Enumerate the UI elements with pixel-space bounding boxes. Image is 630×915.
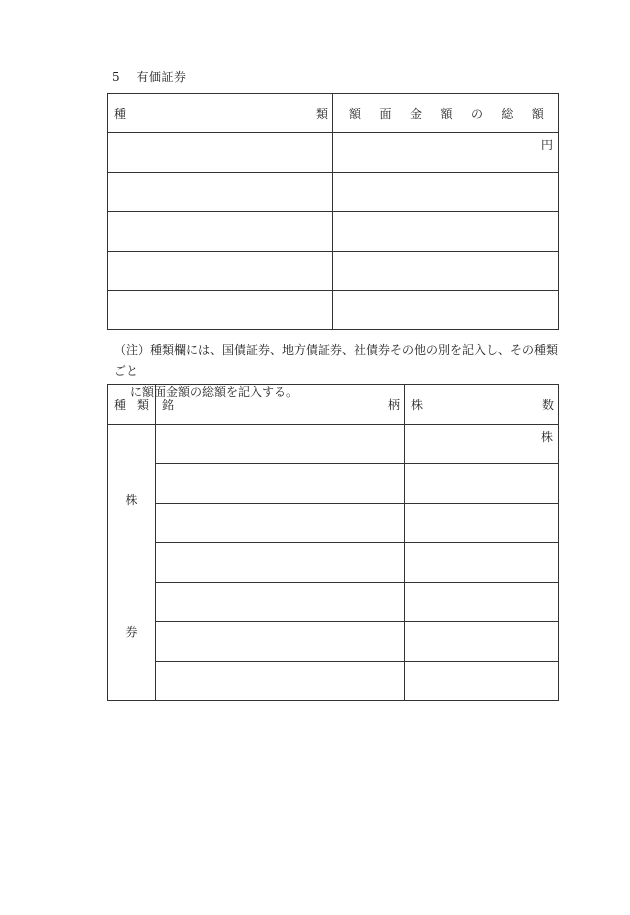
yen-unit: 円 bbox=[540, 138, 553, 153]
table-header-row bbox=[108, 94, 559, 133]
table-row bbox=[108, 582, 559, 622]
issue-name-cell[interactable] bbox=[156, 464, 405, 504]
table-row bbox=[108, 290, 559, 329]
table-row bbox=[108, 212, 559, 251]
share-count-cell[interactable] bbox=[405, 424, 559, 464]
stock-table bbox=[107, 384, 559, 701]
share-count-cell[interactable] bbox=[405, 582, 559, 622]
note-line-2: に額面金額の総額を記入する。 bbox=[130, 385, 299, 399]
table-header-row bbox=[108, 385, 559, 425]
type-cell[interactable] bbox=[108, 251, 333, 290]
type-cell[interactable] bbox=[108, 172, 333, 211]
amount-cell[interactable] bbox=[333, 172, 559, 211]
share-count-cell[interactable] bbox=[405, 622, 559, 662]
table-row bbox=[108, 464, 559, 504]
header-type: 種 類 bbox=[108, 94, 333, 133]
note-line-1: （注）種類欄には、国債証券、地方債証券、社債券その他の別を記入し、その種類ごと bbox=[114, 343, 559, 378]
table-row bbox=[108, 424, 559, 464]
type-cell[interactable] bbox=[108, 133, 333, 172]
type-cell[interactable] bbox=[108, 290, 333, 329]
issue-name-cell[interactable] bbox=[156, 582, 405, 622]
amount-cell[interactable] bbox=[333, 212, 559, 251]
table-row bbox=[108, 622, 559, 662]
header-type: 種 類 bbox=[108, 385, 156, 425]
header-face-value-total: 額 面 金 額 の 総 額 bbox=[333, 94, 559, 133]
section-number: 5 bbox=[112, 70, 121, 84]
table-row bbox=[108, 661, 559, 701]
issue-name-cell[interactable] bbox=[156, 661, 405, 701]
issue-name-cell[interactable] bbox=[156, 424, 405, 464]
header-share-count: 株 数 bbox=[405, 385, 559, 425]
amount-cell[interactable] bbox=[333, 290, 559, 329]
table-row bbox=[108, 503, 559, 543]
amount-cell[interactable] bbox=[333, 133, 559, 172]
issue-name-cell[interactable] bbox=[156, 503, 405, 543]
stock-type-label: 株 券 bbox=[108, 424, 156, 701]
share-count-cell[interactable] bbox=[405, 464, 559, 504]
type-cell[interactable] bbox=[108, 212, 333, 251]
share-unit: 株 bbox=[540, 429, 553, 444]
table-row bbox=[108, 172, 559, 211]
share-count-cell[interactable] bbox=[405, 661, 559, 701]
section-heading bbox=[112, 68, 186, 85]
table-row bbox=[108, 133, 559, 172]
table-row bbox=[108, 251, 559, 290]
issue-name-cell[interactable] bbox=[156, 543, 405, 583]
share-count-cell[interactable] bbox=[405, 503, 559, 543]
table-row bbox=[108, 543, 559, 583]
amount-cell[interactable] bbox=[333, 251, 559, 290]
share-count-cell[interactable] bbox=[405, 543, 559, 583]
securities-table bbox=[107, 93, 559, 330]
header-issue-name: 銘 柄 bbox=[156, 385, 405, 425]
section-title: 有価証券 bbox=[136, 70, 187, 84]
issue-name-cell[interactable] bbox=[156, 622, 405, 662]
